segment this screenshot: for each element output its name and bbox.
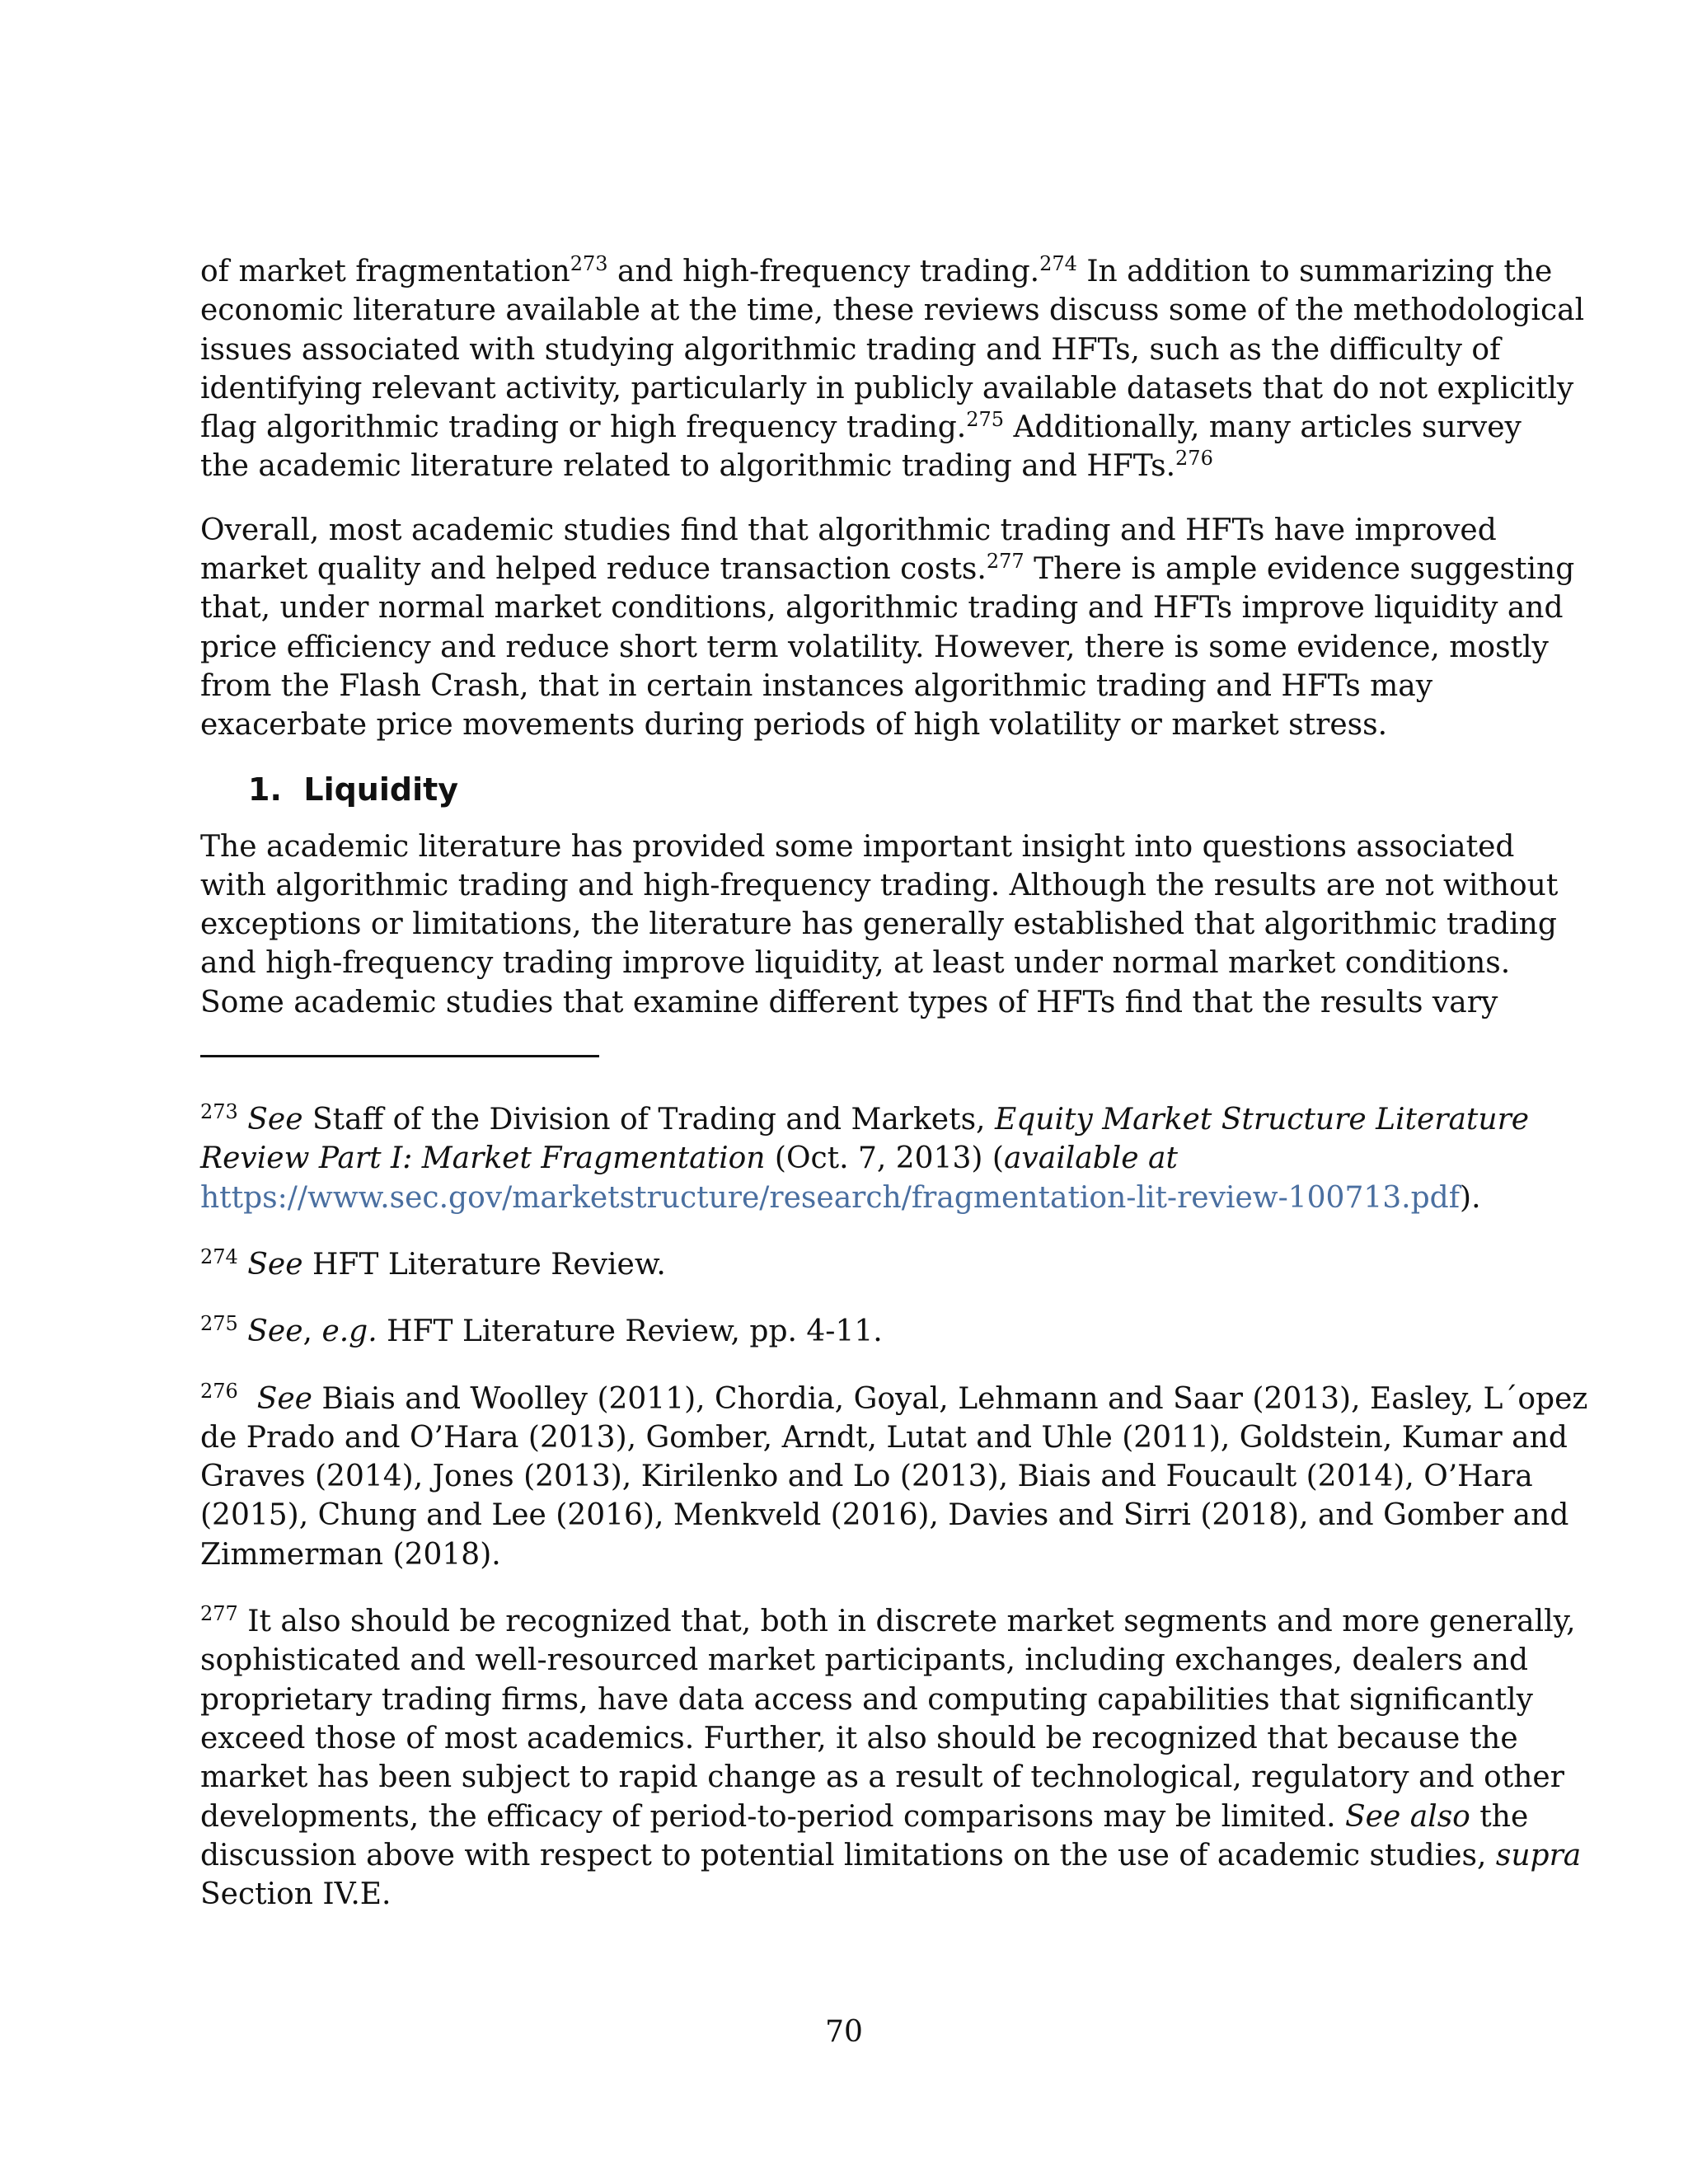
text-line: issues associated with studying algorithmic trading and HFTs, such as the difficulty of xyxy=(200,332,1501,367)
text-line: economic literature available at the time, these reviews discuss some of the methodological xyxy=(200,293,1585,328)
footnote-ref-276[interactable]: 276 xyxy=(1175,447,1213,471)
text-run: Additionally, many articles survey xyxy=(1004,410,1522,445)
text-line: Section IV.E. xyxy=(200,1877,392,1912)
italic-title: Review Part I: Market Fragmentation xyxy=(200,1141,766,1176)
signal-see: See xyxy=(247,1247,303,1282)
text-run: discussion above with respect to potential limitations on the use of academic studies, xyxy=(200,1838,1496,1872)
text-line: proprietary trading firms, have data access and computing capabilities that significantly xyxy=(200,1682,1533,1717)
text-run: There is ample evidence suggesting xyxy=(1024,552,1575,587)
text-run: Biais and Woolley (2011), Chordia, Goyal, Lehmann and Saar (2013), Easley, L´opez xyxy=(312,1381,1588,1416)
text-line: (2015), Chung and Lee (2016), Menkveld (2016), Davies and Sirri (2018), and Gomber and xyxy=(200,1498,1569,1533)
text-run: of market fragmentation xyxy=(200,255,570,288)
text-line: that, under normal market conditions, algorithmic trading and HFTs improve liquidity and xyxy=(200,591,1564,626)
section-number: 1. xyxy=(248,771,282,808)
text-line: price efficiency and reduce short term volatility. However, there is some evidence, mostly xyxy=(200,630,1549,664)
signal-see-also: See also xyxy=(1345,1799,1470,1834)
footnote-275 xyxy=(200,1312,1494,1351)
body-paragraph-1 xyxy=(200,252,1585,486)
text-run: ). xyxy=(1460,1180,1481,1215)
text-run: the academic literature related to algorithmic trading and HFTs. xyxy=(200,449,1176,484)
text-run: It also should be recognized that, both in discrete market segments and more generally, xyxy=(237,1605,1576,1639)
section-title: Liquidity xyxy=(303,771,459,808)
signal-see: See xyxy=(256,1381,312,1416)
text-line: Zimmerman (2018). xyxy=(200,1537,501,1572)
text-run: developments, the efficacy of period-to-period comparisons may be limited. xyxy=(200,1799,1345,1834)
footnote-number: 276 xyxy=(200,1379,238,1403)
signal-eg: e.g. xyxy=(321,1315,377,1349)
footnote-274 xyxy=(200,1245,1494,1284)
text-run: Staff of the Division of Trading and Markets, xyxy=(302,1103,995,1137)
text-line: Graves (2014), Jones (2013), Kirilenko and Lo (2013), Biais and Foucault (2014), O’Hara xyxy=(200,1460,1533,1494)
footnote-separator xyxy=(200,1055,599,1057)
text-run: market quality and helped reduce transaction costs. xyxy=(200,552,987,587)
text-line: Some academic studies that examine different types of HFTs find that the results vary xyxy=(200,985,1498,1019)
footnote-277 xyxy=(200,1602,1582,1914)
text-run: , xyxy=(302,1315,322,1349)
text-run: flag algorithmic trading or high frequency trading. xyxy=(200,410,967,445)
body-paragraph-2 xyxy=(200,511,1575,745)
signal-supra: supra xyxy=(1495,1838,1582,1872)
footnote-number: 277 xyxy=(200,1602,238,1626)
italic-available-at: available at xyxy=(1003,1141,1178,1176)
signal-see: See xyxy=(247,1103,303,1137)
italic-title: Equity Market Structure Literature xyxy=(994,1103,1530,1137)
text-run: and high-frequency trading. xyxy=(607,255,1040,288)
text-line: de Prado and O’Hara (2013), Gomber, Arndt, Lutat and Uhle (2011), Goldstein, Kumar and xyxy=(200,1420,1568,1455)
document-page xyxy=(200,252,1588,1942)
page-number: 70 xyxy=(825,2015,863,2049)
text-line: and high-frequency trading improve liquidity, at least under normal market conditions. xyxy=(200,946,1511,981)
footnote-ref-275[interactable]: 275 xyxy=(966,408,1005,432)
signal-see: See xyxy=(247,1315,303,1349)
text-line: with algorithmic trading and high-frequency trading. Although the results are not without xyxy=(200,868,1559,902)
footnote-ref-277[interactable]: 277 xyxy=(986,550,1025,574)
text-run: HFT Literature Review, pp. 4-11. xyxy=(377,1315,883,1349)
text-run: (Oct. 7, 2013) ( xyxy=(765,1141,1004,1176)
text-line: sophisticated and well-resourced market participants, including exchanges, dealers and xyxy=(200,1643,1528,1678)
footnote-ref-274[interactable]: 274 xyxy=(1039,252,1077,275)
section-heading-liquidity xyxy=(200,770,1494,809)
footnote-276 xyxy=(200,1379,1588,1574)
text-line: exacerbate price movements during periods of high volatility or market stress. xyxy=(200,708,1388,743)
text-run: In addition to summarizing the xyxy=(1076,255,1553,288)
text-line: market has been subject to rapid change as a result of technological, regulatory and other xyxy=(200,1760,1564,1795)
text-run: the xyxy=(1470,1799,1529,1834)
text-line: Overall, most academic studies find that algorithmic trading and HFTs have improved xyxy=(200,513,1497,547)
body-paragraph-3 xyxy=(200,827,1559,1022)
footnote-number: 274 xyxy=(200,1244,238,1268)
text-line: from the Flash Crash, that in certain instances algorithmic trading and HFTs may xyxy=(200,668,1433,703)
text-line: exceed those of most academics. Further, it also should be recognized that because the xyxy=(200,1721,1518,1755)
footnote-number: 273 xyxy=(200,1100,238,1124)
text-run: HFT Literature Review. xyxy=(302,1247,666,1282)
footnote-273 xyxy=(200,1100,1530,1217)
footnote-number: 275 xyxy=(200,1312,238,1336)
text-line: exceptions or limitations, the literature has generally established that algorithmic trading xyxy=(200,907,1557,942)
footnote-ref-273[interactable]: 273 xyxy=(570,252,608,275)
text-line: identifying relevant activity, particularly in publicly available datasets that do not explicitly xyxy=(200,371,1574,405)
text-line: The academic literature has provided some important insight into questions associated xyxy=(200,829,1515,864)
fragmentation-review-link[interactable]: https://www.sec.gov/marketstructure/research/fragmentation-lit-review-100713.pdf xyxy=(200,1180,1461,1215)
